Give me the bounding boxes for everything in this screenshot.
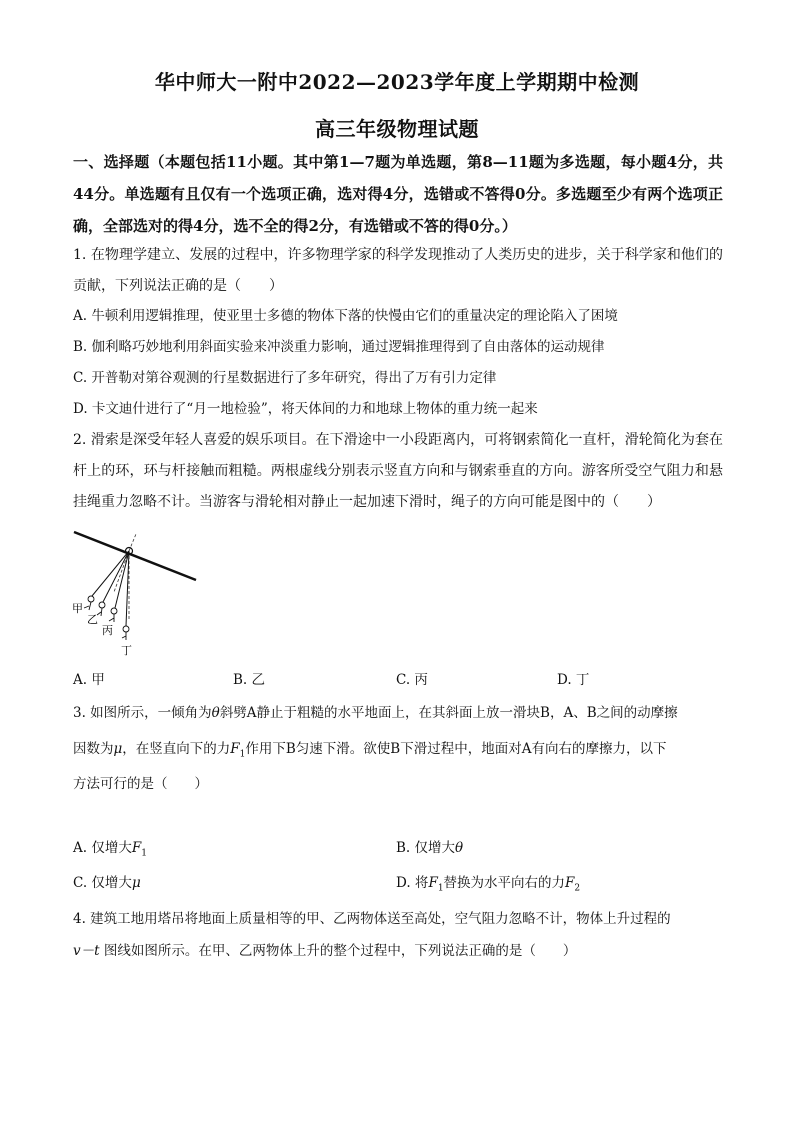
question-4-line-2: v－t 图线如图所示。在甲、乙两物体上升的整个过程中，下列说法正确的是（ ） <box>73 943 577 959</box>
question-2-option-a: A. 甲 <box>73 672 105 688</box>
zipline-figure <box>62 520 212 660</box>
rope-yi <box>103 551 129 602</box>
exam-title: 华中师大一附中2022—2023学年度上学期期中检测 <box>154 70 640 94</box>
question-2-stem: 2. 滑索是深受年轻人喜爱的娱乐项目。在下滑途中一小段距离内，可将钢索简化一直杆，滑轮简化为套在杆上的环，环与杆接触而粗糙。两根虚线分别表示竖直方向和与钢索垂直的方向。游客所受空气阻力和悬挂绳重力忽略不计。当游客与滑轮相对静止一起加速下滑时，绳子的方向可能是图中的（ ） <box>73 432 723 510</box>
question-3-option-c: C. 仅增大μ <box>73 875 141 891</box>
label-bing: 丙 <box>102 624 113 637</box>
question-1-option-a: A. 牛顿利用逻辑推理，使亚里士多德的物体下落的快慢由它们的重量决定的理论陷入了困境 <box>73 308 618 324</box>
label-ding: 丁 <box>121 644 132 657</box>
question-1-option-d: D. 卡文迪什进行了“月一地检验”，将天体间的力和地球上物体的重力统一起来 <box>73 401 538 417</box>
question-4-line-1: 4. 建筑工地用塔吊将地面上质量相等的甲、乙两物体送至高处，空气阻力忽略不计，物体上升过程的 <box>73 911 671 927</box>
cable-line <box>74 532 196 580</box>
question-2-option-c: C. 丙 <box>396 672 428 688</box>
label-yi: 乙 <box>87 613 98 626</box>
question-2-option-b: B. 乙 <box>233 672 266 688</box>
question-1-option-c: C. 开普勒对第谷观测的行星数据进行了多年研究，得出了万有引力定律 <box>73 370 497 386</box>
exam-subtitle: 高三年级物理试题 <box>315 117 479 141</box>
question-3-option-b: B. 仅增大θ <box>396 840 464 856</box>
question-3-option-a: A. 仅增大$F_1$ <box>73 840 147 859</box>
question-3-line-1: 3. 如图所示，一倾角为θ斜劈A静止于粗糙的水平地面上，在其斜面上放一滑块B，A、B之间的动摩擦 <box>73 705 678 721</box>
label-jia: 甲 <box>72 602 83 615</box>
question-2-option-d: D. 丁 <box>557 672 590 688</box>
question-3-line-2: 因数为μ，在竖直向下的力$F_1$作用下B匀速下滑。欲使B下滑过程中，地面对A有向右的摩擦力，以下 <box>73 741 667 760</box>
question-1-option-b: B. 伽利略巧妙地利用斜面实验来冲淡重力影响，通过逻辑推理得到了自由落体的运动规律 <box>73 339 605 355</box>
perpendicular-dashed-line <box>114 551 129 592</box>
section-heading: 一、选择题（本题包括11小题。其中第1—7题为单选题，第8—11题为多选题，每小题4分，共44分。单选题有且仅有一个选项正确，选对得4分，选错或不答得0分。多选题至少有两个选项正确，全部选对的得4分，选不全的得2分，有选错或不答的得0分。） <box>73 153 723 235</box>
question-3-line-3: 方法可行的是（ ） <box>73 776 208 792</box>
question-1-stem: 1. 在物理学建立、发展的过程中，许多物理学家的科学发现推动了人类历史的进步，关于科学家和他们的贡献，下列说法正确的是（ ） <box>73 247 723 294</box>
question-3-option-d: D. 将$F_1$替换为水平向右的力$F_2$ <box>396 875 581 894</box>
